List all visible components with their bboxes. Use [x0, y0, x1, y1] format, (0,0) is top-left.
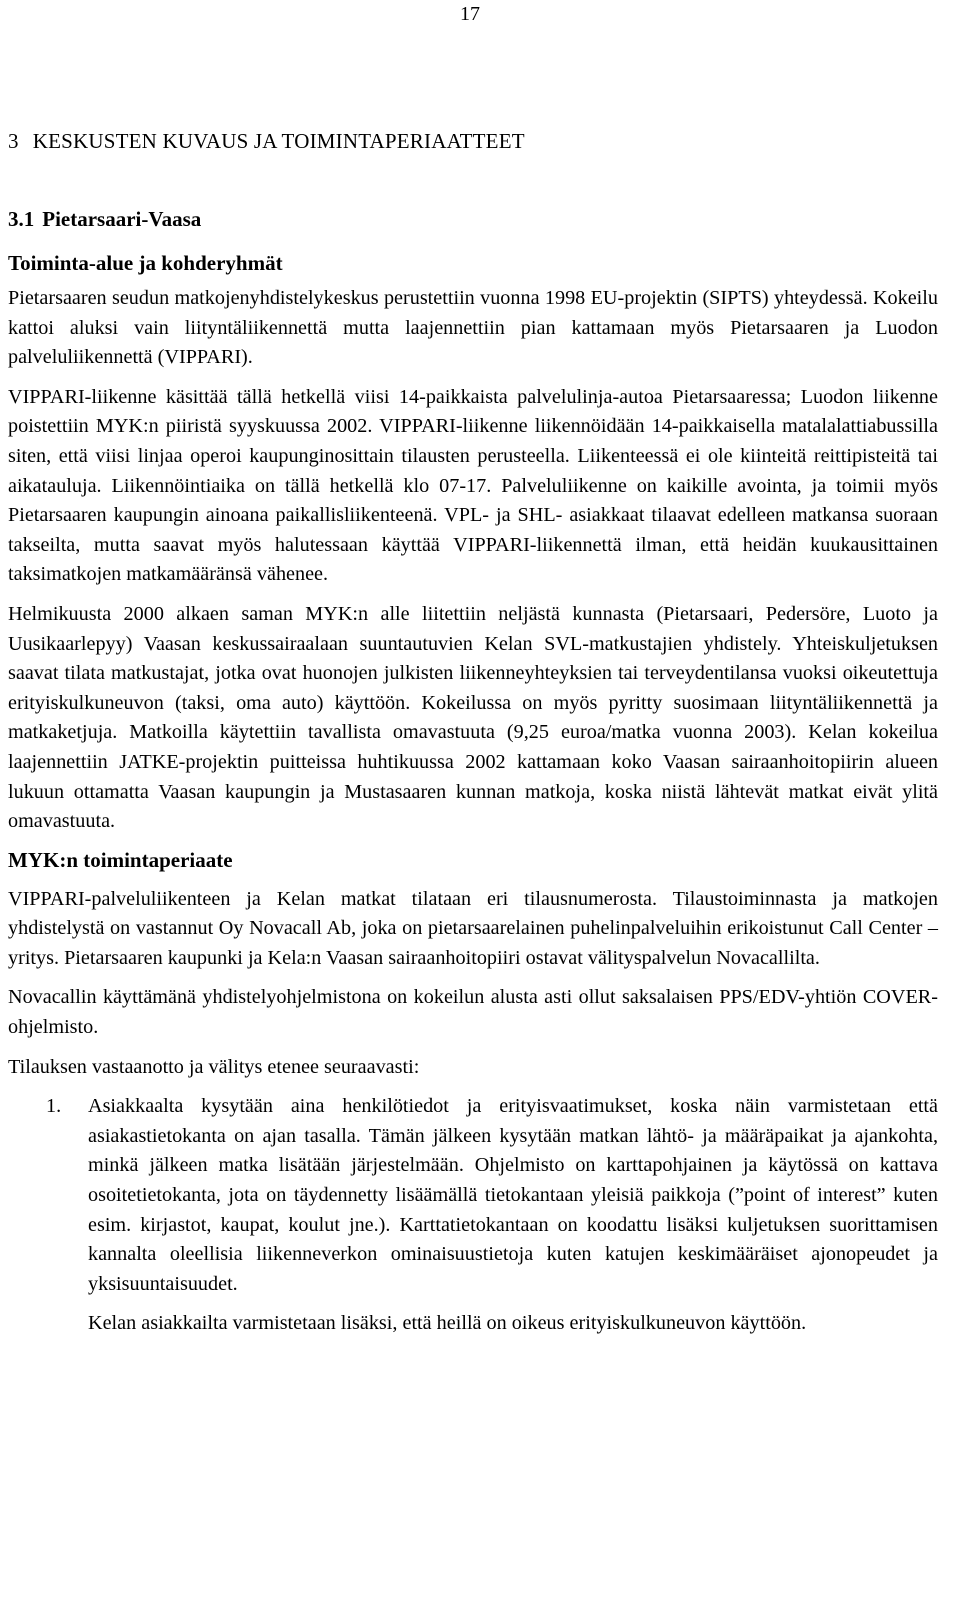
section-number: 3.1 [8, 207, 35, 231]
list-item-text: Asiakkaalta kysytään aina henkilötiedot ja erityisvaatimukset, koska näin varmistetaan että asiakastietokanta on ajan tasalla. Tämän jälkeen kysytään matkan lähtö- ja määräpaikat ja ajankohta, minkä jälkeen matka lisätään järjestelmään. Ohjelmisto on karttapohjainen ja käytössä on kattava osoitetietokanta, jota on täydennetty lisäämällä tietokantaan yleisiä paikkoja (”point of interest” kuten esim. kirjastot, kaupat, koulut jne.). Karttatietokantaan on koodattu lisäksi kuljetuksen suorittamisen kannalta oleellisia liikenneverkon ominaisuustietoja kuten katujen keskimääräiset ajonopeudet ja yksisuuntaisuudet. [88, 1095, 938, 1295]
chapter-number: 3 [8, 129, 19, 153]
list-item-continuation: Kelan asiakkailta varmistetaan lisäksi, että heillä on oikeus erityiskulkuneuvon käyttöön. [88, 1312, 807, 1335]
document-body [8, 250, 938, 1349]
paragraph: Helmikuusta 2000 alkaen saman MYK:n alle liitettiin neljästä kunnasta (Pietarsaari, Pedersöre, Luoto ja Uusikaarlepyy) Vaasan keskussairaalaan suuntautuvien Kelan SVL-matkustajien yhdistely. Yhteiskuljetuksen saavat tilata matkustajat, jotka ovat huonojen julkisten liikenneyhteyksien tai terveydentilansa vuoksi oikeutettuja erityiskulkuneuvon (taksi, oma auto) käyttöön. Kokeilussa on myös pyritty suosimaan liityntäliikennettä ja matkaketjuja. Matkoilla käytettiin tavallista omavastuuta (9,25 euroa/matka vuonna 2003). Kelan kokeilua laajennettiin JATKE-projektin puitteissa huhtikuussa 2002 kattamaan koko Vaasan sairaanhoitopiirin alueen lukuun ottamatta Vaasan kaupungin ja Mustasaaren kunnan matkoja, koska niistä lähtevät matkat eivät ylitä omavastuuta. [8, 602, 938, 833]
section-heading [8, 206, 201, 232]
paragraph: Tilauksen vastaanotto ja välitys etenee seuraavasti: [8, 1055, 420, 1078]
chapter-heading [8, 128, 525, 154]
chapter-title: KESKUSTEN KUVAUS JA TOIMINTAPERIAATTEET [32, 129, 525, 153]
page-number: 17 [460, 3, 480, 25]
subsection-heading-toiminta-alue: Toiminta-alue ja kohderyhmät [8, 251, 283, 275]
list-marker: 1. [46, 1095, 62, 1118]
subsection-heading-toimintaperiaate: MYK:n toimintaperiaate [8, 847, 233, 872]
paragraph: Novacallin käyttämänä yhdistelyohjelmistona on kokeilun alusta asti ollut saksalaisen PPS/EDV-yhtiön COVER-ohjelmisto. [8, 986, 938, 1039]
section-title: Pietarsaari-Vaasa [42, 207, 202, 231]
paragraph: VIPPARI-liikenne käsittää tällä hetkellä viisi 14-paikkaista palvelulinja-autoa Pietarsaaressa; Luodon liikenne poistettiin MYK:n piiristä syyskuussa 2002. VIPPARI-liikenne liikennöidään 14-paikkaisella matalalattiabussilla siten, että viisi linjaa operoi kaupunginosittain tilausten perusteella. Liikenteessä ei ole kiinteitä reittipisteitä tai aikatauluja. Liikennöintiaika on tällä hetkellä klo 07-17. Palveluliikenne on kaikille avointa, ja toimii myös Pietarsaaren kaupungin ainoana paikallisliikenteenä. VPL- ja SHL- asiakkaat tilaavat edelleen matkansa suoraan takseilta, mutta saavat myös halutessaan käyttää VIPPARI-liikennettä ilman, että heidän kuukausittainen taksimatkojen matkamääränsä vähenee. [8, 385, 938, 586]
paragraph: VIPPARI-palveluliikenteen ja Kelan matkat tilataan eri tilausnumerosta. Tilaustoiminnasta ja matkojen yhdistelystä on vastannut Oy Novacall Ab, joka on pietarsaarelainen puhelinpalveluihin erikoistunut Call Center – yritys. Pietarsaaren kaupunki ja Kela:n Vaasan sairaanhoitopiiri ostavat välityspalvelun Novacallilta. [8, 887, 938, 969]
paragraph: Pietarsaaren seudun matkojenyhdistelykeskus perustettiin vuonna 1998 EU-projektin (SIPTS) yhteydessä. Kokeilu kattoi aluksi vain liityntäliikennettä mutta laajennettiin pian kattamaan myös Pietarsaaren ja Luodon palveluliikennettä (VIPPARI). [8, 287, 938, 369]
numbered-list-item [8, 1092, 938, 1299]
